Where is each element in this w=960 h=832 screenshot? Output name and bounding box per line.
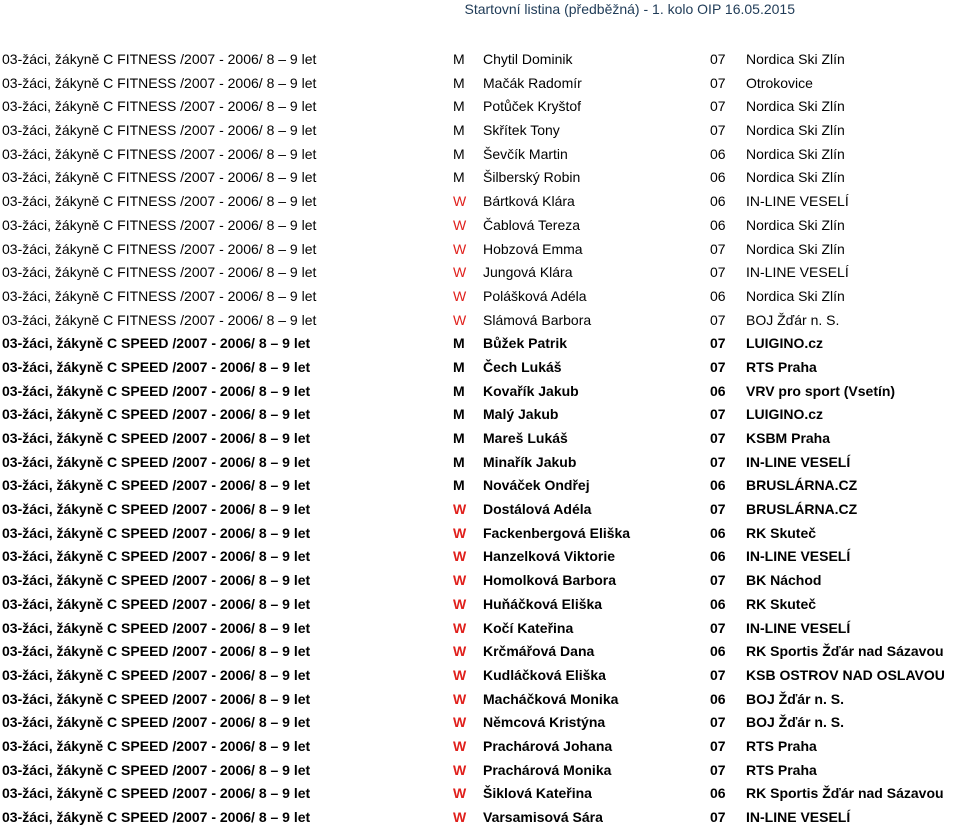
club-cell: KSB OSTROV NAD OSLAVOU: [746, 666, 945, 683]
club-cell: RK Skuteč: [746, 595, 817, 612]
table-row: [0, 782, 960, 806]
name-cell: Němcová Kristýna: [483, 714, 606, 731]
name-cell: Macháčková Monika: [483, 690, 619, 707]
category-cell: 03-žáci, žákyně C SPEED /2007 - 2006/ 8 – 9 let: [2, 548, 311, 565]
gender-cell: W: [453, 643, 467, 660]
gender-cell: W: [453, 572, 467, 589]
name-cell: Šiklová Kateřina: [483, 785, 592, 802]
name-cell: Čablová Tereza: [483, 216, 581, 233]
table-row: [0, 451, 960, 475]
gender-cell: W: [453, 240, 467, 257]
year-cell: 07: [710, 240, 726, 257]
year-cell: 07: [710, 122, 726, 139]
name-cell: Fackenbergová Eliška: [483, 524, 631, 541]
page-title: Startovní listina (předběžná) - 1. kolo OIP 16.05.2015: [464, 1, 795, 17]
category-cell: 03-žáci, žákyně C SPEED /2007 - 2006/ 8 – 9 let: [2, 809, 311, 825]
club-cell: BOJ Žďár n. S.: [746, 714, 844, 731]
gender-cell: M: [453, 169, 465, 186]
page-header: [0, 0, 960, 22]
gender-cell: W: [453, 761, 467, 778]
table-row: [0, 356, 960, 380]
year-cell: 06: [710, 690, 726, 707]
table-row: [0, 569, 960, 593]
table-row: [0, 190, 960, 214]
name-cell: Kovařík Jakub: [483, 382, 579, 399]
category-cell: 03-žáci, žákyně C FITNESS /2007 - 2006/ 8 – 9 let: [2, 264, 317, 281]
category-cell: 03-žáci, žákyně C SPEED /2007 - 2006/ 8 – 9 let: [2, 453, 311, 470]
club-cell: RTS Praha: [746, 737, 817, 754]
category-cell: 03-žáci, žákyně C FITNESS /2007 - 2006/ 8 – 9 let: [2, 287, 317, 304]
year-cell: 07: [710, 619, 726, 636]
category-cell: 03-žáci, žákyně C SPEED /2007 - 2006/ 8 – 9 let: [2, 572, 311, 589]
year-cell: 06: [710, 477, 726, 494]
category-cell: 03-žáci, žákyně C FITNESS /2007 - 2006/ 8 – 9 let: [2, 311, 317, 328]
category-cell: 03-žáci, žákyně C FITNESS /2007 - 2006/ 8 – 9 let: [2, 74, 317, 91]
year-cell: 07: [710, 501, 726, 518]
category-cell: 03-žáci, žákyně C SPEED /2007 - 2006/ 8 – 9 let: [2, 666, 311, 683]
table-row: [0, 380, 960, 404]
name-cell: Potůček Kryštof: [483, 98, 582, 115]
category-cell: 03-žáci, žákyně C SPEED /2007 - 2006/ 8 – 9 let: [2, 714, 311, 731]
year-cell: 07: [710, 761, 726, 778]
club-cell: Nordica Ski Zlín: [746, 216, 845, 233]
table-row: [0, 806, 960, 830]
year-cell: 07: [710, 335, 726, 352]
table-row: [0, 474, 960, 498]
table-row: [0, 498, 960, 522]
table-row: [0, 593, 960, 617]
name-cell: Kočí Kateřina: [483, 619, 574, 636]
name-cell: Huňáčková Eliška: [483, 595, 603, 612]
year-cell: 07: [710, 406, 726, 423]
club-cell: BOJ Žďár n. S.: [746, 311, 840, 328]
table-row: [0, 72, 960, 96]
gender-cell: W: [453, 737, 467, 754]
year-cell: 06: [710, 785, 726, 802]
category-cell: 03-žáci, žákyně C SPEED /2007 - 2006/ 8 – 9 let: [2, 595, 311, 612]
year-cell: 06: [710, 595, 726, 612]
table-row: [0, 759, 960, 783]
year-cell: 07: [710, 714, 726, 731]
gender-cell: W: [453, 714, 467, 731]
year-cell: 06: [710, 193, 726, 210]
name-cell: Krčmářová Dana: [483, 643, 595, 660]
gender-cell: W: [453, 595, 467, 612]
name-cell: Minařík Jakub: [483, 453, 577, 470]
start-list-table: [0, 48, 960, 830]
name-cell: Homolková Barbora: [483, 572, 617, 589]
name-cell: Hobzová Emma: [483, 240, 583, 257]
club-cell: IN-LINE VESELÍ: [746, 264, 849, 281]
table-row: [0, 119, 960, 143]
year-cell: 07: [710, 572, 726, 589]
name-cell: Prachárová Monika: [483, 761, 612, 778]
name-cell: Slámová Barbora: [483, 311, 592, 328]
name-cell: Nováček Ondřej: [483, 477, 590, 494]
year-cell: 06: [710, 169, 726, 186]
year-cell: 07: [710, 74, 726, 91]
name-cell: Malý Jakub: [483, 406, 559, 423]
category-cell: 03-žáci, žákyně C FITNESS /2007 - 2006/ 8 – 9 let: [2, 145, 317, 162]
category-cell: 03-žáci, žákyně C SPEED /2007 - 2006/ 8 – 9 let: [2, 643, 311, 660]
year-cell: 07: [710, 666, 726, 683]
club-cell: Nordica Ski Zlín: [746, 122, 845, 139]
category-cell: 03-žáci, žákyně C SPEED /2007 - 2006/ 8 – 9 let: [2, 477, 311, 494]
gender-cell: W: [453, 524, 467, 541]
name-cell: Bůžek Patrik: [483, 335, 568, 352]
gender-cell: M: [453, 430, 465, 446]
gender-cell: W: [453, 785, 467, 802]
gender-cell: W: [453, 193, 467, 210]
category-cell: 03-žáci, žákyně C SPEED /2007 - 2006/ 8 – 9 let: [2, 406, 311, 423]
table-row: [0, 285, 960, 309]
club-cell: BRUSLÁRNA.CZ: [746, 477, 858, 494]
category-cell: 03-žáci, žákyně C FITNESS /2007 - 2006/ 8 – 9 let: [2, 193, 317, 210]
name-cell: Ševčík Martin: [483, 145, 568, 162]
club-cell: Otrokovice: [746, 74, 813, 91]
gender-cell: M: [453, 382, 465, 399]
year-cell: 06: [710, 643, 726, 660]
gender-cell: M: [453, 358, 465, 375]
year-cell: 07: [710, 737, 726, 754]
club-cell: IN-LINE VESELÍ: [746, 453, 851, 470]
year-cell: 06: [710, 145, 726, 162]
category-cell: 03-žáci, žákyně C SPEED /2007 - 2006/ 8 – 9 let: [2, 335, 311, 352]
gender-cell: M: [453, 453, 465, 470]
gender-cell: M: [453, 145, 465, 162]
gender-cell: M: [453, 335, 465, 352]
category-cell: 03-žáci, žákyně C SPEED /2007 - 2006/ 8 – 9 let: [2, 382, 311, 399]
category-cell: 03-žáci, žákyně C FITNESS /2007 - 2006/ 8 – 9 let: [2, 122, 317, 139]
table-row: [0, 95, 960, 119]
table-row: [0, 166, 960, 190]
category-cell: 03-žáci, žákyně C FITNESS /2007 - 2006/ 8 – 9 let: [2, 98, 317, 115]
category-cell: 03-žáci, žákyně C SPEED /2007 - 2006/ 8 – 9 let: [2, 690, 311, 707]
club-cell: RTS Praha: [746, 358, 817, 375]
year-cell: 07: [710, 430, 726, 446]
club-cell: BRUSLÁRNA.CZ: [746, 501, 858, 518]
table-row: [0, 688, 960, 712]
year-cell: 07: [710, 453, 726, 470]
name-cell: Mareš Lukáš: [483, 430, 568, 446]
table-row: [0, 664, 960, 688]
table-row: [0, 214, 960, 238]
category-cell: 03-žáci, žákyně C SPEED /2007 - 2006/ 8 – 9 let: [2, 501, 311, 518]
category-cell: 03-žáci, žákyně C SPEED /2007 - 2006/ 8 – 9 let: [2, 619, 311, 636]
club-cell: Nordica Ski Zlín: [746, 145, 845, 162]
table-row: [0, 238, 960, 262]
club-cell: VRV pro sport (Vsetín): [746, 382, 896, 399]
gender-cell: W: [453, 619, 467, 636]
gender-cell: W: [453, 216, 467, 233]
category-cell: 03-žáci, žákyně C FITNESS /2007 - 2006/ 8 – 9 let: [2, 240, 317, 257]
category-cell: 03-žáci, žákyně C SPEED /2007 - 2006/ 8 – 9 let: [2, 737, 311, 754]
club-cell: IN-LINE VESELÍ: [746, 548, 851, 565]
year-cell: 06: [710, 382, 726, 399]
gender-cell: M: [453, 51, 465, 67]
year-cell: 06: [710, 548, 726, 565]
year-cell: 06: [710, 524, 726, 541]
gender-cell: W: [453, 666, 467, 683]
club-cell: RTS Praha: [746, 761, 817, 778]
gender-cell: W: [453, 287, 467, 304]
table-row: [0, 48, 960, 72]
gender-cell: W: [453, 501, 467, 518]
gender-cell: M: [453, 406, 465, 423]
club-cell: Nordica Ski Zlín: [746, 98, 845, 115]
name-cell: Mačák Radomír: [483, 74, 582, 91]
table-row: [0, 143, 960, 167]
table-row: [0, 403, 960, 427]
gender-cell: W: [453, 690, 467, 707]
gender-cell: W: [453, 809, 467, 825]
gender-cell: W: [453, 548, 467, 565]
table-row: [0, 522, 960, 546]
gender-cell: M: [453, 74, 465, 91]
year-cell: 06: [710, 216, 726, 233]
club-cell: Nordica Ski Zlín: [746, 51, 845, 67]
club-cell: RK Sportis Žďár nad Sázavou: [746, 785, 944, 802]
name-cell: Čech Lukáš: [483, 358, 562, 375]
table-row: [0, 427, 960, 451]
gender-cell: M: [453, 122, 465, 139]
club-cell: BOJ Žďár n. S.: [746, 690, 844, 707]
table-row: [0, 640, 960, 664]
name-cell: Šilberský Robin: [483, 169, 581, 186]
club-cell: BK Náchod: [746, 572, 822, 589]
gender-cell: W: [453, 264, 467, 281]
table-row: [0, 261, 960, 285]
club-cell: RK Skuteč: [746, 524, 817, 541]
name-cell: Kudláčková Eliška: [483, 666, 606, 683]
name-cell: Bártková Klára: [483, 193, 575, 210]
table-row: [0, 735, 960, 759]
table-row: [0, 332, 960, 356]
club-cell: IN-LINE VESELÍ: [746, 809, 851, 825]
gender-cell: M: [453, 98, 465, 115]
category-cell: 03-žáci, žákyně C FITNESS /2007 - 2006/ 8 – 9 let: [2, 51, 317, 67]
club-cell: KSBM Praha: [746, 430, 831, 446]
year-cell: 07: [710, 358, 726, 375]
table-row: [0, 309, 960, 333]
year-cell: 07: [710, 51, 726, 67]
club-cell: Nordica Ski Zlín: [746, 169, 845, 186]
gender-cell: M: [453, 477, 465, 494]
year-cell: 07: [710, 311, 726, 328]
club-cell: IN-LINE VESELÍ: [746, 193, 849, 210]
category-cell: 03-žáci, žákyně C SPEED /2007 - 2006/ 8 – 9 let: [2, 524, 311, 541]
name-cell: Dostálová Adéla: [483, 501, 592, 518]
category-cell: 03-žáci, žákyně C FITNESS /2007 - 2006/ 8 – 9 let: [2, 169, 317, 186]
name-cell: Hanzelková Viktorie: [483, 548, 616, 565]
category-cell: 03-žáci, žákyně C SPEED /2007 - 2006/ 8 – 9 let: [2, 785, 311, 802]
year-cell: 07: [710, 809, 726, 825]
name-cell: Prachárová Johana: [483, 737, 613, 754]
name-cell: Polášková Adéla: [483, 287, 587, 304]
category-cell: 03-žáci, žákyně C SPEED /2007 - 2006/ 8 – 9 let: [2, 358, 311, 375]
year-cell: 07: [710, 98, 726, 115]
club-cell: Nordica Ski Zlín: [746, 287, 845, 304]
table-row: [0, 617, 960, 641]
club-cell: RK Sportis Žďár nad Sázavou: [746, 643, 944, 660]
name-cell: Varsamisová Sára: [483, 809, 603, 825]
year-cell: 07: [710, 264, 726, 281]
gender-cell: W: [453, 311, 467, 328]
category-cell: 03-žáci, žákyně C FITNESS /2007 - 2006/ 8 – 9 let: [2, 216, 317, 233]
year-cell: 06: [710, 287, 726, 304]
club-cell: IN-LINE VESELÍ: [746, 619, 851, 636]
club-cell: Nordica Ski Zlín: [746, 240, 845, 257]
club-cell: LUIGINO.cz: [746, 406, 824, 423]
name-cell: Jungová Klára: [483, 264, 573, 281]
category-cell: 03-žáci, žákyně C SPEED /2007 - 2006/ 8 – 9 let: [2, 430, 311, 446]
category-cell: 03-žáci, žákyně C SPEED /2007 - 2006/ 8 – 9 let: [2, 761, 311, 778]
club-cell: LUIGINO.cz: [746, 335, 824, 352]
table-row: [0, 711, 960, 735]
name-cell: Skřítek Tony: [483, 122, 560, 139]
table-row: [0, 545, 960, 569]
name-cell: Chytil Dominik: [483, 51, 573, 67]
